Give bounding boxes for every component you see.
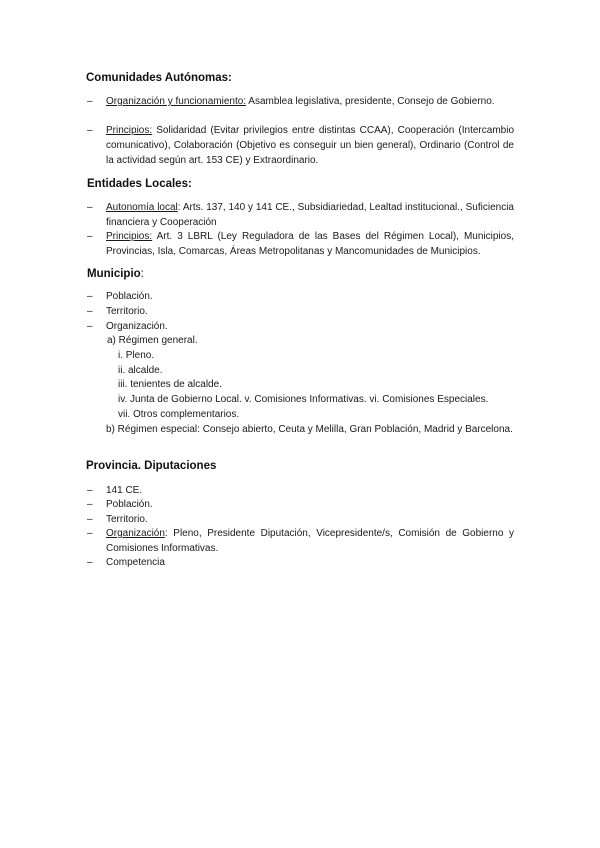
bullet-dash: – xyxy=(87,499,93,510)
heading-colon: : xyxy=(140,268,144,280)
item-text: Organización. xyxy=(106,321,168,332)
subitem-regimen-general: a) Régimen general. xyxy=(107,335,198,346)
list-item xyxy=(87,513,514,528)
list-item xyxy=(87,305,514,320)
heading-provincia-diputaciones: Provincia. Diputaciones xyxy=(86,460,217,472)
list-item xyxy=(87,124,514,168)
item-text: Asamblea legislativa, presidente, Consejo de Gobierno. xyxy=(246,96,495,107)
list-item xyxy=(87,527,514,557)
list-item xyxy=(87,201,514,231)
list-item xyxy=(87,95,514,110)
list-item xyxy=(87,230,514,260)
heading-comunidades-autonomas: Comunidades Autónomas: xyxy=(86,72,232,84)
item-text: Territorio. xyxy=(106,514,148,525)
item-text: Territorio. xyxy=(106,306,148,317)
bullet-dash: – xyxy=(87,125,93,136)
subitem-alcalde: ii. alcalde. xyxy=(118,365,163,376)
bullet-dash: – xyxy=(87,321,93,332)
item-text: : Pleno, Presidente Diputación, Vicepresidente/s, Comisión de Gobierno y Comisiones Informativas. xyxy=(106,528,514,554)
subitem-regimen-especial: b) Régimen especial: Consejo abierto, Ceuta y Melilla, Gran Población, Madrid y Barcelona. xyxy=(106,424,513,435)
heading-entidades-locales: Entidades Locales: xyxy=(87,178,192,190)
bullet-dash: – xyxy=(87,557,93,568)
list-item xyxy=(87,290,514,305)
item-text: : Arts. 137, 140 y 141 CE., Subsidiariedad, Lealtad institucional., Suficiencia financiera y Cooperación xyxy=(106,202,514,228)
bullet-dash: – xyxy=(87,306,93,317)
list-item xyxy=(87,484,514,499)
subitem-otros: vii. Otros complementarios. xyxy=(118,409,240,420)
item-text: Población. xyxy=(106,291,153,302)
bullet-dash: – xyxy=(87,485,93,496)
subitem-tenientes: iii. tenientes de alcalde. xyxy=(118,379,222,390)
subitem-junta-gobierno: iv. Junta de Gobierno Local. v. Comisiones Informativas. vi. Comisiones Especiales. xyxy=(118,394,489,405)
list-item xyxy=(87,320,514,335)
heading-municipio xyxy=(87,268,144,280)
item-label: Organización xyxy=(106,528,165,539)
bullet-dash: – xyxy=(87,528,93,539)
bullet-dash: – xyxy=(87,202,93,213)
bullet-dash: – xyxy=(87,514,93,525)
item-label: Autonomía local xyxy=(106,202,178,213)
heading-municipio-text: Municipio xyxy=(87,268,141,280)
bullet-dash: – xyxy=(87,231,93,242)
item-text: Art. 3 LBRL (Ley Reguladora de las Bases del Régimen Local), Municipios, Provincias, Isla, Comarcas, Áreas Metropolitanas y Mancomunidades de Municipios. xyxy=(106,231,514,257)
subitem-pleno: i. Pleno. xyxy=(118,350,155,361)
bullet-dash: – xyxy=(87,96,93,107)
bullet-dash: – xyxy=(87,291,93,302)
list-item xyxy=(87,556,514,571)
item-text: Competencia xyxy=(106,557,165,568)
item-text: 141 CE. xyxy=(106,485,143,496)
item-text: Solidaridad (Evitar privilegios entre distintas CCAA), Cooperación (Intercambio comunicativo), Colaboración (Objetivo es conseguir un bien general), Ordinario (Control de la actividad según art. 153 CE) y Extraordinario. xyxy=(106,125,514,166)
item-label: Principios: xyxy=(106,125,153,136)
item-text: Población. xyxy=(106,499,153,510)
item-label: Organización y funcionamiento: xyxy=(106,96,247,107)
item-label: Principios: xyxy=(106,231,153,242)
list-item xyxy=(87,498,514,513)
